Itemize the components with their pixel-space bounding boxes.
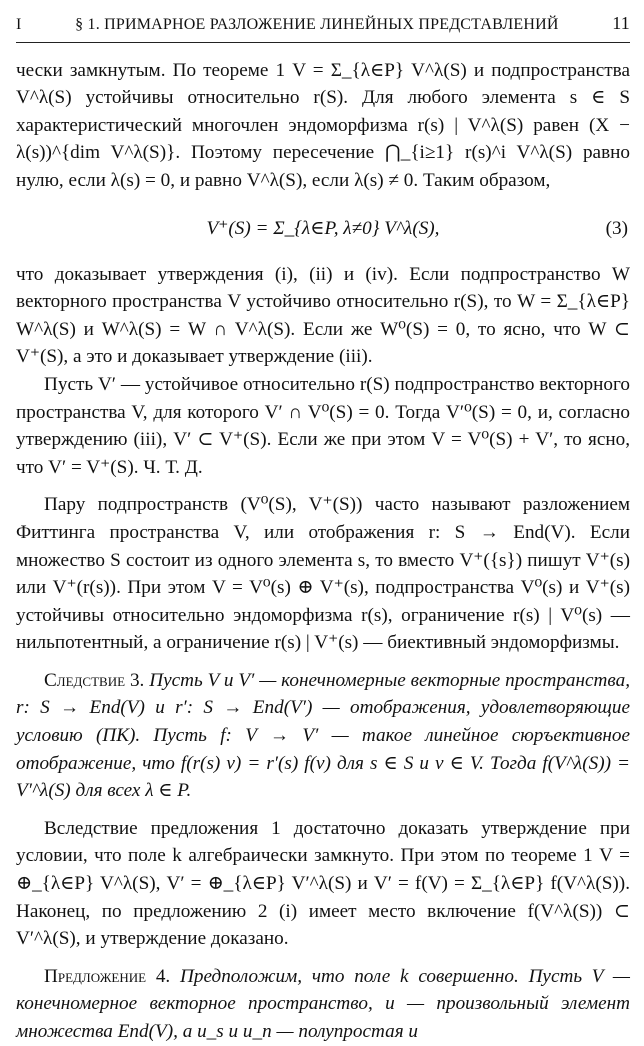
paragraph-5: Вследствие предложения 1 достаточно доказать утверждение при условии, что поле k алгебраически замкнуто. При этом по теореме 1 V = ⊕_{λ∈P} V^λ(S), V′ = ⊕_{λ∈P} V′^λ(S) и V′ = f(V) = Σ_{λ∈P} f(V^λ(S)). Наконец, по предложению 2 (i) имеет место включение f(V^λ(S)) ⊂ V′^λ(S), и утверждение доказано. (16, 817, 630, 950)
chapter-mark: I (16, 16, 22, 33)
paragraph-4: Пару подпространств (V⁰(S), V⁺(S)) часто называют разложением Фиттинга пространства V, или отображения r: S → End(V). Если множество S состоит из одного элемента s, то вместо V⁺({s}) пишут V⁺(s) или V⁺(r(s)). При этом V = V⁰(s) ⊕ V⁺(s), подпространства V⁰(s) и V⁺(s) устойчивы относительно эндоморфизма r(s), ограничение r(s) | V⁰(s) — нильпотентный, а ограничение r(s) | V⁺(s) — биективный эндоморфизмы. (16, 494, 630, 654)
equation-body: V⁺(S) = Σ_{λ∈P, λ≠0} V^λ(S), (206, 217, 440, 239)
equation-3 (16, 203, 630, 255)
proposition-text: Предположим, что поле k совершенно. Пусть V — конечномерное векторное пространство, u — произвольный элемент множества End(V), а u_s и u_n — полупростая и (16, 965, 630, 1042)
running-header (16, 10, 630, 43)
header-title: § 1. ПРИМАРНОЕ РАЗЛОЖЕНИЕ ЛИНЕЙНЫХ ПРЕДСТАВЛЕНИЙ (75, 16, 559, 33)
corollary-text: Пусть V и V′ — конечномерные векторные пространства, r: S → End(V) и r′: S → End(V′) — отображения, удовлетворяющие условию (ПК). Пусть f: V → V′ — такое линейное сюръективное отображение, что f(r(s) v) = r′(s) f(v) для s ∈ S и v ∈ V. Тогда f(V^λ(S)) = V′^λ(S) для всех λ ∈ P. (16, 669, 630, 802)
paragraph-1: чески замкнутым. По теореме 1 V = Σ_{λ∈P} V^λ(S) и подпространства V^λ(S) устойчивы относительно r(S). Для любого элемента s ∈ S характеристический многочлен эндоморфизма r(s) | V^λ(S) равен (X − λ(s))^{dim V^λ(S)}. Поэтому пересечение ⋂_{i≥1} r(s)^i V^λ(S) равно нулю, если λ(s) = 0, и равно V^λ(S), если λ(s) ≠ 0. Таким образом, (16, 59, 630, 191)
paragraph-3: Пусть V′ — устойчивое относительно r(S) подпространство векторного пространства V, для которого V′ ∩ V⁰(S) = 0. Тогда V′⁰(S) = 0, и, согласно утверждению (iii), V′ ⊂ V⁺(S). Если же при этом V = V⁰(S) + V′, то ясно, что V′ = V⁺(S). Ч. Т. Д. (16, 373, 630, 478)
corollary-label: Следствие 3. (44, 669, 145, 691)
equation-number: (3) (605, 217, 628, 239)
paragraph-2: что доказывает утверждения (i), (ii) и (iv). Если подпространство W векторного пространства V устойчиво относительно r(S), то W = Σ_{λ∈P} W^λ(S) и W^λ(S) = W ∩ V^λ(S). Если же W⁰(S) = 0, то ясно, что W ⊂ V⁺(S), а это и доказывает утверждение (iii). (16, 263, 630, 368)
page-number: 11 (612, 13, 630, 33)
proposition-4 (16, 963, 630, 1046)
proposition-label: Предложение 4. (44, 965, 171, 987)
corollary-3 (16, 667, 630, 805)
